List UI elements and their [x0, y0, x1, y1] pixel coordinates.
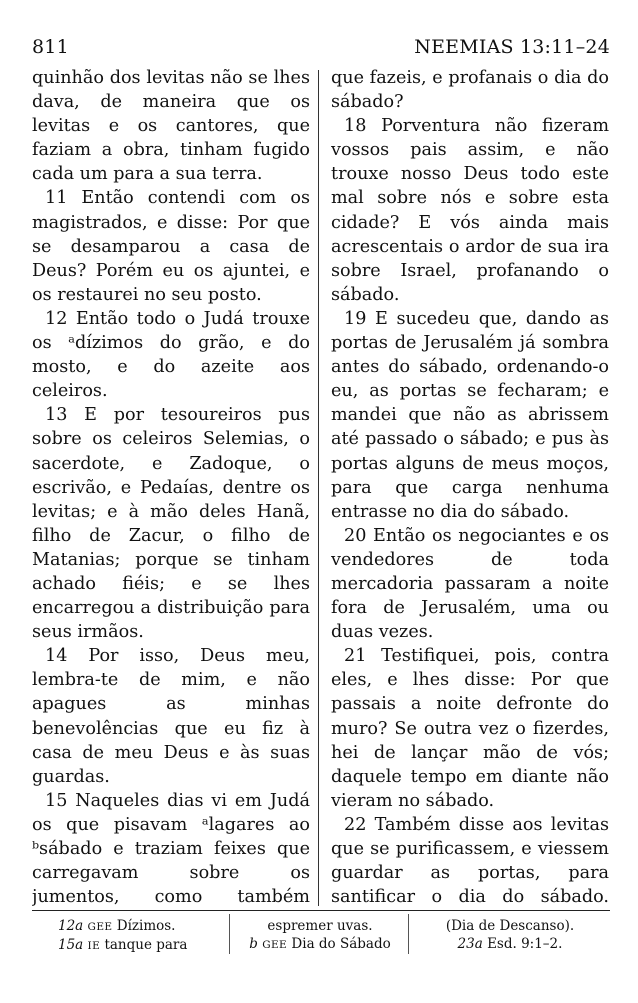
footnote — [412, 918, 608, 936]
verse-paragraph: 22 Também disse aos levitas que se purificassem, e viessem guardar as portas, para santificar o dia do sábado. — [331, 814, 609, 906]
verse-paragraph: 13 E por tesoureiros pus sobre os celeiros Selemias, o sacerdote, e Zadoque, o escrivão, e Pedaías, dentre os levitas; e à mão deles Hanã, filho de Zacur, o filho de Matanias; porque se tinham achado fiéis; e se lhes encarregou a distribuição para seus irmãos. — [32, 405, 310, 643]
verse-paragraph: 11 Então contendi com os magistrados, e disse: Por que se desamparou a casa de Deus? Porém eu os ajuntei, e os restaurei no seu posto. — [32, 188, 310, 305]
footnote — [58, 918, 228, 937]
footnote-ref: 23a — [457, 935, 483, 952]
chapter-reference: NEEMIAS 13:11–24 — [414, 36, 610, 58]
footnote-tag: IE — [87, 939, 101, 952]
footnote-column-1 — [58, 918, 228, 955]
footnote-rule — [32, 910, 610, 911]
footnote-text: Dia do Sábado — [291, 935, 391, 952]
footnote-text: (Dia de Descanso). — [445, 918, 575, 934]
footnote-ref: b — [249, 935, 258, 952]
footnote-tag: GEE — [262, 938, 288, 951]
right-text-column — [331, 66, 609, 906]
page-number: 811 — [32, 36, 69, 58]
footnote-divider — [408, 914, 409, 954]
footnote-column-3 — [412, 918, 608, 953]
footnote — [412, 936, 608, 954]
footnote-text: Dízimos. — [116, 918, 176, 934]
footnote-text: Esd. 9:1–2. — [487, 935, 563, 952]
footnote-text: espremer uvas. — [267, 918, 373, 934]
footnote-text: tanque para — [104, 936, 188, 953]
footnote — [232, 918, 408, 936]
verse-paragraph: 20 Então os negociantes e os vendedores de toda mercadoria passaram a noite fora de Jerusalém, uma ou duas vezes. — [331, 525, 609, 643]
footnote — [232, 936, 408, 955]
verse-paragraph: 12 Então todo o Judá trouxe os ᵃdízimos do grão, e do mosto, e do azeite aos celeiros. — [32, 308, 310, 402]
footnote — [58, 937, 228, 956]
footnote-divider — [229, 914, 230, 954]
footnote-ref: 15a — [58, 936, 84, 953]
left-text-column — [32, 66, 310, 906]
footnote-tag: GEE — [87, 921, 113, 933]
verse-paragraph: 19 E sucedeu que, dando as portas de Jerusalém já sombra antes do sábado, ordenando-o eu, as portas se fecharam; e mandei que não as abrissem até passado o sábado; e pus às portas alguns de meus moços, para que carga nenhuma entrasse no dia do sábado. — [331, 308, 609, 522]
footnote-ref: 12a — [58, 918, 84, 934]
verse-paragraph: 15 Naqueles dias vi em Judá os que pisavam ᵃlagares ao ᵇsábado e traziam feixes que carregavam sobre os jumentos, como também — [32, 790, 310, 906]
verse-paragraph: 18 Porventura não fizeram vossos pais assim, e não trouxe nosso Deus todo este mal sobre nós e sobre esta cidade? E vós ainda mais acrescentais o ardor de sua ira sobre Israel, profanando o sábado. — [331, 116, 609, 305]
footnote-column-2 — [232, 918, 408, 954]
verse-paragraph: que fazeis, e profanais o dia do sábado? — [331, 68, 609, 113]
verse-paragraph: 14 Por isso, Deus meu, lembra-te de mim, e não apagues as minhas benevolências que eu fiz à casa de meu Deus e às suas guardas. — [32, 646, 310, 787]
column-divider — [318, 70, 319, 906]
verse-paragraph: 21 Testifiquei, pois, contra eles, e lhes disse: Por que passais a noite defronte do muro? Se outra vez o fizerdes, hei de lançar mão de vós; daquele tempo em diante não vieram no sábado. — [331, 646, 609, 811]
verse-paragraph: quinhão dos levitas não se lhes dava, de maneira que os levitas e os cantores, que faziam a obra, tinham fugido cada um para a sua terra. — [32, 68, 310, 185]
